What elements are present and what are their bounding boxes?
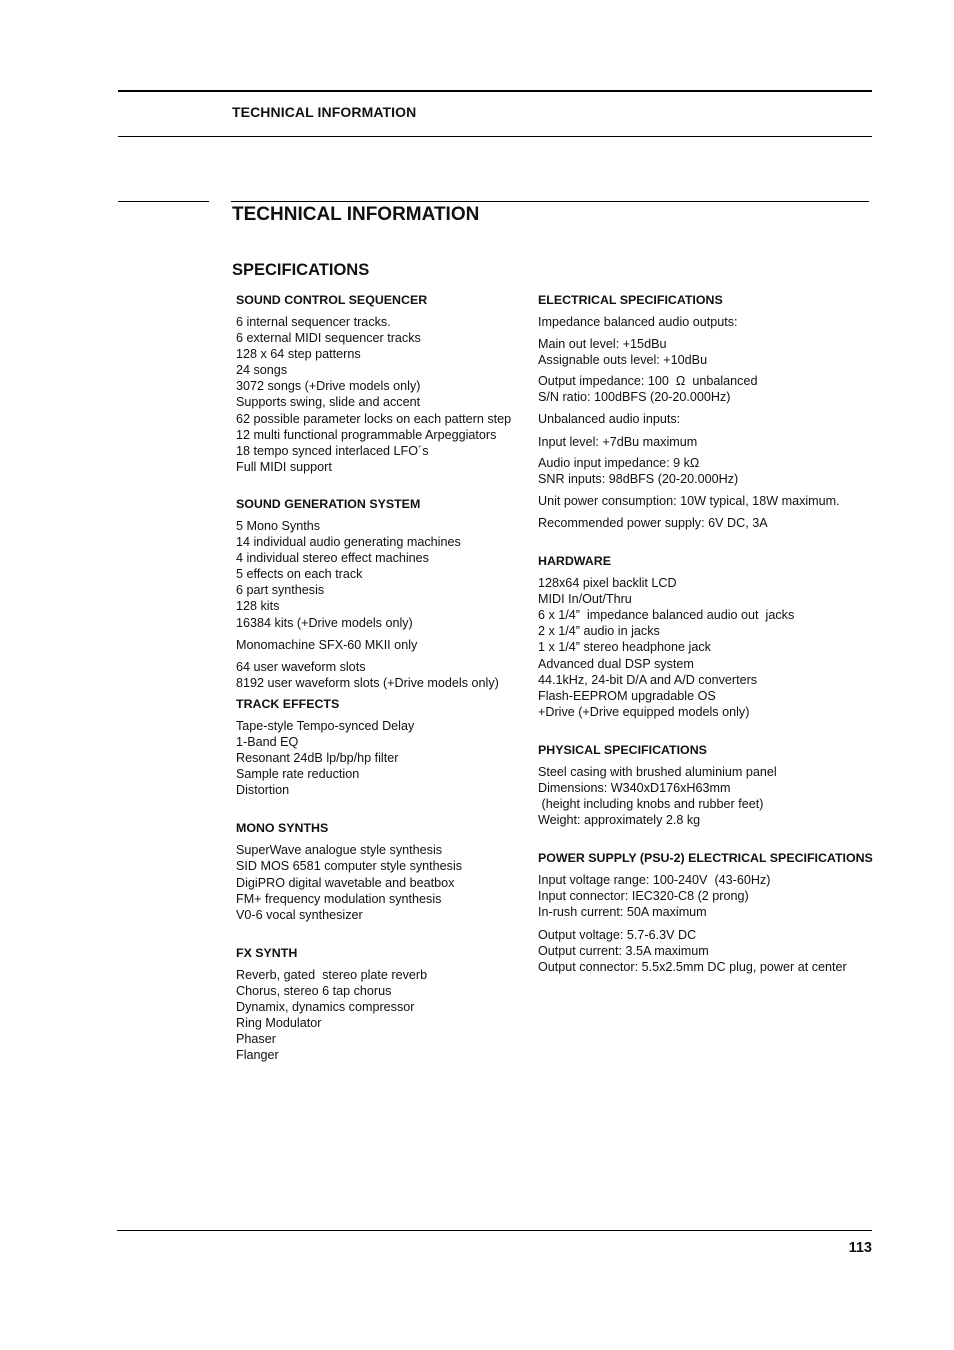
list-item: 6 x 1/4” impedance balanced audio out jacks	[538, 608, 795, 623]
list-item: 12 multi functional programmable Arpeggiators	[236, 427, 497, 442]
list-item: Input connector: IEC320-C8 (2 prong)	[538, 889, 749, 904]
block-heading: SOUND CONTROL SEQUENCER	[236, 293, 428, 307]
spec-line: Impedance balanced audio outputs:	[538, 315, 738, 329]
list-item: Flanger	[236, 1048, 279, 1063]
list-item: SuperWave analogue style synthesis	[236, 843, 443, 858]
left-column	[236, 292, 566, 1063]
list-item: Tape-style Tempo-synced Delay	[236, 718, 415, 733]
list-item: 128 kits	[236, 599, 280, 614]
list-item: 24 songs	[236, 363, 288, 378]
block-heading: SOUND GENERATION SYSTEM	[236, 496, 421, 511]
list-item: Full MIDI support	[236, 459, 332, 474]
running-header: TECHNICAL INFORMATION	[232, 104, 417, 120]
list-item: FM+ frequency modulation synthesis	[236, 891, 442, 906]
list-item: 14 individual audio generating machines	[236, 535, 461, 550]
list-item: In-rush current: 50A maximum	[538, 905, 707, 920]
spec-line: S/N ratio: 100dBFS (20-20.000Hz)	[538, 390, 731, 405]
right-column	[538, 292, 898, 975]
spec-line: SNR inputs: 98dBFS (20-20.000Hz)	[538, 471, 739, 486]
list-item: SID MOS 6581 computer style synthesis	[236, 859, 463, 874]
list-item: 6 internal sequencer tracks.	[236, 315, 391, 329]
list-item: Reverb, gated stereo plate reverb	[236, 967, 428, 982]
spec-line: Audio input impedance: 9 kΩ	[538, 455, 700, 470]
block-heading: PHYSICAL SPECIFICATIONS	[538, 742, 707, 757]
block-heading: MONO SYNTHS	[236, 821, 329, 836]
header-top-rule	[118, 90, 872, 92]
list-item: Resonant 24dB lp/bp/hp filter	[236, 751, 399, 766]
section-title: SPECIFICATIONS	[232, 261, 370, 279]
list-item: V0-6 vocal synthesizer	[236, 907, 363, 922]
spec-line: Input level: +7dBu maximum	[538, 434, 698, 449]
list-item: 4 individual stereo effect machines	[236, 551, 429, 566]
electrical-specs-block	[538, 292, 898, 531]
list-item: 128x64 pixel backlit LCD	[538, 576, 677, 591]
block-heading: TRACK EFFECTS	[236, 696, 340, 711]
page-number: 113	[848, 1240, 872, 1256]
spec-line: Assignable outs level: +10dBu	[538, 353, 708, 368]
list-item: 18 tempo synced interlaced LFO´s	[236, 443, 429, 458]
list-item: 1 x 1/4” stereo headphone jack	[538, 640, 711, 655]
title-left-rule	[118, 201, 209, 202]
list-item: Steel casing with brushed aluminium panel	[538, 764, 777, 779]
list-item: 44.1kHz, 24-bit D/A and A/D converters	[538, 672, 758, 687]
list-item: +Drive (+Drive equipped models only)	[538, 704, 750, 719]
sound-generation-block	[236, 496, 566, 691]
list-item: DigiPRO digital wavetable and beatbox	[236, 875, 455, 890]
sound-control-sequencer-block	[236, 292, 566, 475]
list-item: 5 effects on each track	[236, 567, 363, 582]
block-heading: ELECTRICAL SPECIFICATIONS	[538, 293, 723, 307]
footer-rule	[117, 1230, 872, 1231]
list-item: 6 part synthesis	[236, 583, 325, 598]
psu-specs-block	[538, 850, 898, 975]
list-item: Flash-EEPROM upgradable OS	[538, 688, 716, 703]
list-item: 5 Mono Synths	[236, 518, 321, 533]
list-item: Output current: 3.5A maximum	[538, 943, 709, 958]
list-item: Input voltage range: 100-240V (43-60Hz)	[538, 873, 771, 888]
list-item: Phaser	[236, 1032, 276, 1047]
list-item: Supports swing, slide and accent	[236, 395, 421, 410]
list-item: Output voltage: 5.7-6.3V DC	[538, 927, 697, 942]
list-item: 6 external MIDI sequencer tracks	[236, 331, 421, 346]
list-item: Chorus, stereo 6 tap chorus	[236, 983, 392, 998]
list-item: 62 possible parameter locks on each pattern step	[236, 411, 512, 426]
list-item: 8192 user waveform slots (+Drive models only)	[236, 675, 499, 690]
list-item: Sample rate reduction	[236, 767, 360, 782]
list-item: MIDI In/Out/Thru	[538, 592, 632, 607]
list-item: 2 x 1/4” audio in jacks	[538, 624, 660, 639]
physical-specs-block	[538, 742, 898, 828]
list-item: (height including knobs and rubber feet)	[538, 797, 764, 812]
mono-synths-block	[236, 820, 566, 922]
list-item: Ring Modulator	[236, 1016, 322, 1031]
list-item: 1-Band EQ	[236, 734, 299, 749]
block-heading: POWER SUPPLY (PSU-2) ELECTRICAL SPECIFICATIONS	[538, 851, 873, 866]
spec-line: Unit power consumption: 10W typical, 18W maximum.	[538, 493, 840, 508]
spec-line: Output impedance: 100 Ω unbalanced	[538, 374, 758, 389]
model-note: Monomachine SFX-60 MKII only	[236, 637, 418, 652]
list-item: 3072 songs (+Drive models only)	[236, 379, 421, 394]
track-effects-block	[236, 696, 566, 798]
page-title: TECHNICAL INFORMATION	[232, 204, 480, 225]
block-heading: HARDWARE	[538, 554, 611, 569]
list-item: Weight: approximately 2.8 kg	[538, 813, 701, 828]
spec-line: Main out level: +15dBu	[538, 337, 667, 352]
spec-line: Recommended power supply: 6V DC, 3A	[538, 515, 768, 530]
header-bottom-rule	[118, 136, 872, 137]
list-item: 16384 kits (+Drive models only)	[236, 615, 413, 630]
spec-line: Unbalanced audio inputs:	[538, 412, 681, 427]
list-item: Advanced dual DSP system	[538, 656, 694, 671]
list-item: Output connector: 5.5x2.5mm DC plug, power at center	[538, 959, 847, 974]
title-rule	[231, 201, 869, 202]
fx-synth-block	[236, 945, 566, 1064]
list-item: Dimensions: W340xD176xH63mm	[538, 780, 731, 795]
list-item: Distortion	[236, 783, 290, 798]
list-item: 64 user waveform slots	[236, 659, 366, 674]
list-item: Dynamix, dynamics compressor	[236, 1000, 415, 1014]
hardware-block	[538, 553, 898, 720]
block-heading: FX SYNTH	[236, 945, 298, 960]
list-item: 128 x 64 step patterns	[236, 347, 361, 362]
